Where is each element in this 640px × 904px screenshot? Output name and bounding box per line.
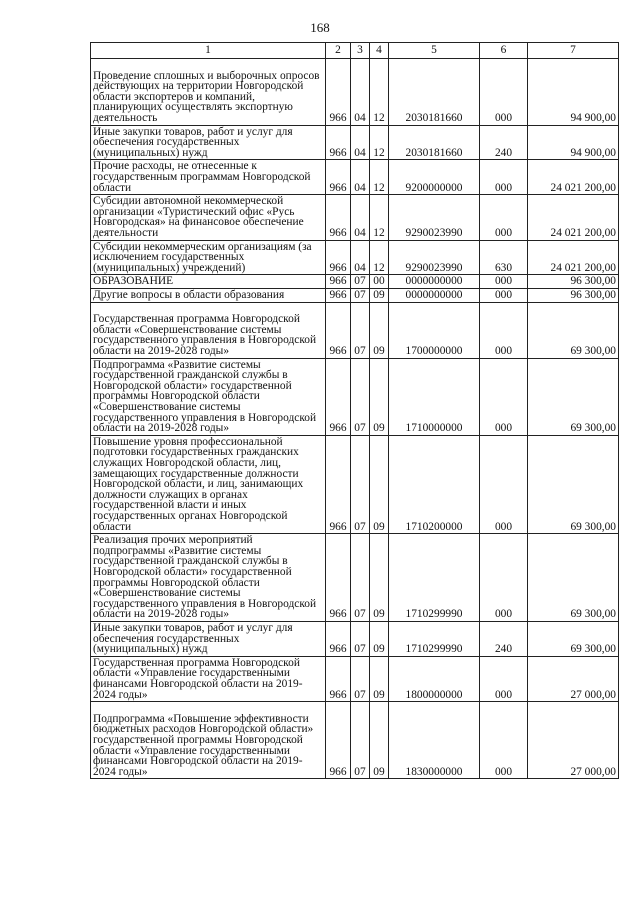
- row-subsection: 09: [370, 656, 389, 701]
- row-target-code: 9200000000: [389, 160, 480, 195]
- table-row: [91, 702, 619, 779]
- row-target-code: 0000000000: [389, 275, 480, 289]
- row-expense-type: 000: [480, 275, 528, 289]
- row-expense-type: 000: [480, 288, 528, 302]
- row-code: 966: [326, 302, 351, 358]
- row-amount: 24 021 200,00: [528, 160, 619, 195]
- column-header-4: 4: [370, 43, 389, 59]
- table-row: [91, 435, 619, 533]
- row-code: 966: [326, 288, 351, 302]
- row-section: 07: [351, 621, 370, 656]
- column-header-5: 5: [389, 43, 480, 59]
- row-code: 966: [326, 275, 351, 289]
- row-target-code: 1700000000: [389, 302, 480, 358]
- row-code: 966: [326, 125, 351, 160]
- row-subsection: 09: [370, 435, 389, 533]
- row-target-code: 0000000000: [389, 288, 480, 302]
- row-amount: 96 300,00: [528, 288, 619, 302]
- table-row: [91, 160, 619, 195]
- row-name: Реализация прочих мероприятий подпрограммы «Развитие системы государственной гражданской службы в Новгородской области» государственной программы Новгородской области «Совершенствование системы государственного управления в Новгородской области на 2019-2028 годы»: [91, 534, 326, 622]
- column-header-1: 1: [91, 43, 326, 59]
- row-target-code: 1830000000: [389, 702, 480, 779]
- row-section: 07: [351, 534, 370, 622]
- table-row: [91, 656, 619, 701]
- row-amount: 69 300,00: [528, 358, 619, 435]
- row-section: 04: [351, 125, 370, 160]
- row-subsection: 12: [370, 59, 389, 126]
- row-expense-type: 000: [480, 534, 528, 622]
- row-code: 966: [326, 59, 351, 126]
- row-section: 04: [351, 160, 370, 195]
- table-row: [91, 240, 619, 275]
- row-amount: 94 900,00: [528, 125, 619, 160]
- row-target-code: 1800000000: [389, 656, 480, 701]
- budget-table: [90, 42, 619, 779]
- row-subsection: 12: [370, 125, 389, 160]
- row-name: Подпрограмма «Повышение эффективности бюджетных расходов Новгородской области» государственной программы Новгородской области «Управление государственными финансами Новгородской области на 2019-2024 годы»: [91, 702, 326, 779]
- row-expense-type: 240: [480, 125, 528, 160]
- row-subsection: 09: [370, 302, 389, 358]
- row-name: Иные закупки товаров, работ и услуг для обеспечения государственных (муниципальных) нужд: [91, 125, 326, 160]
- row-expense-type: 000: [480, 656, 528, 701]
- column-header-6: 6: [480, 43, 528, 59]
- row-amount: 69 300,00: [528, 302, 619, 358]
- row-amount: 69 300,00: [528, 435, 619, 533]
- row-name: Подпрограмма «Развитие системы государственной гражданской службы в Новгородской области» государственной программы Новгородской области «Совершенствование системы государственного управления в Новгородской области на 2019-2028 годы»: [91, 358, 326, 435]
- table-row: [91, 59, 619, 126]
- row-code: 966: [326, 435, 351, 533]
- row-name: Проведение сплошных и выборочных опросов действующих на территории Новгородской области экспортеров и компаний, планирующих осуществлять экспортную деятельность: [91, 59, 326, 126]
- column-header-3: 3: [351, 43, 370, 59]
- row-target-code: 1710299990: [389, 621, 480, 656]
- row-target-code: 1710200000: [389, 435, 480, 533]
- row-name: Субсидии автономной некоммерческой организации «Туристический офис «Русь Новгородская» на финансовое обеспечение деятельности: [91, 195, 326, 240]
- row-amount: 69 300,00: [528, 621, 619, 656]
- row-subsection: 12: [370, 195, 389, 240]
- row-name: Другие вопросы в области образования: [91, 288, 326, 302]
- row-expense-type: 000: [480, 59, 528, 126]
- row-section: 07: [351, 702, 370, 779]
- row-subsection: 09: [370, 702, 389, 779]
- row-subsection: 09: [370, 534, 389, 622]
- row-subsection: 12: [370, 240, 389, 275]
- row-expense-type: 630: [480, 240, 528, 275]
- row-code: 966: [326, 240, 351, 275]
- row-section: 07: [351, 656, 370, 701]
- row-code: 966: [326, 656, 351, 701]
- row-name: Субсидии некоммерческим организациям (за исключением государственных (муниципальных) учреждений): [91, 240, 326, 275]
- row-target-code: 2030181660: [389, 125, 480, 160]
- row-subsection: 00: [370, 275, 389, 289]
- column-header-2: 2: [326, 43, 351, 59]
- row-name: ОБРАЗОВАНИЕ: [91, 275, 326, 289]
- table-row: [91, 275, 619, 289]
- table-body: [91, 59, 619, 779]
- row-target-code: 9290023990: [389, 240, 480, 275]
- table-row: [91, 302, 619, 358]
- row-name: Повышение уровня профессиональной подготовки государственных гражданских служащих Новгородской области, лиц, замещающих государственные должности Новгородской области, и лиц, занимающих должности служащих в органах государственной власти и иных государственных органах Новгородской области: [91, 435, 326, 533]
- row-expense-type: 000: [480, 195, 528, 240]
- row-amount: 69 300,00: [528, 534, 619, 622]
- row-amount: 24 021 200,00: [528, 240, 619, 275]
- table-row: [91, 125, 619, 160]
- row-code: 966: [326, 702, 351, 779]
- row-subsection: 09: [370, 621, 389, 656]
- row-subsection: 12: [370, 160, 389, 195]
- row-expense-type: 000: [480, 160, 528, 195]
- table-header-row: [91, 43, 619, 59]
- row-code: 966: [326, 160, 351, 195]
- row-name: Государственная программа Новгородской области «Совершенствование системы государственного управления в Новгородской области на 2019-2028 годы»: [91, 302, 326, 358]
- row-section: 07: [351, 302, 370, 358]
- row-expense-type: 000: [480, 435, 528, 533]
- row-code: 966: [326, 358, 351, 435]
- row-subsection: 09: [370, 358, 389, 435]
- row-name: Государственная программа Новгородской области «Управление государственными финансами Новгородской области на 2019-2024 годы»: [91, 656, 326, 701]
- table-row: [91, 534, 619, 622]
- row-amount: 27 000,00: [528, 656, 619, 701]
- row-amount: 24 021 200,00: [528, 195, 619, 240]
- row-code: 966: [326, 534, 351, 622]
- table-row: [91, 288, 619, 302]
- row-amount: 96 300,00: [528, 275, 619, 289]
- row-section: 07: [351, 288, 370, 302]
- table-row: [91, 621, 619, 656]
- row-section: 07: [351, 435, 370, 533]
- row-target-code: 1710000000: [389, 358, 480, 435]
- row-section: 07: [351, 358, 370, 435]
- row-name: Прочие расходы, не отнесенные к государственным программам Новгородской области: [91, 160, 326, 195]
- row-section: 04: [351, 59, 370, 126]
- row-expense-type: 000: [480, 302, 528, 358]
- row-code: 966: [326, 195, 351, 240]
- table-row: [91, 195, 619, 240]
- row-expense-type: 240: [480, 621, 528, 656]
- row-target-code: 1710299990: [389, 534, 480, 622]
- row-amount: 94 900,00: [528, 59, 619, 126]
- table-row: [91, 358, 619, 435]
- page-number: 168: [310, 20, 330, 35]
- row-code: 966: [326, 621, 351, 656]
- row-name: Иные закупки товаров, работ и услуг для обеспечения государственных (муниципальных) нужд: [91, 621, 326, 656]
- row-target-code: 9290023990: [389, 195, 480, 240]
- row-section: 07: [351, 275, 370, 289]
- row-section: 04: [351, 195, 370, 240]
- row-target-code: 2030181660: [389, 59, 480, 126]
- row-section: 04: [351, 240, 370, 275]
- column-header-7: 7: [528, 43, 619, 59]
- row-amount: 27 000,00: [528, 702, 619, 779]
- row-subsection: 09: [370, 288, 389, 302]
- row-expense-type: 000: [480, 702, 528, 779]
- row-expense-type: 000: [480, 358, 528, 435]
